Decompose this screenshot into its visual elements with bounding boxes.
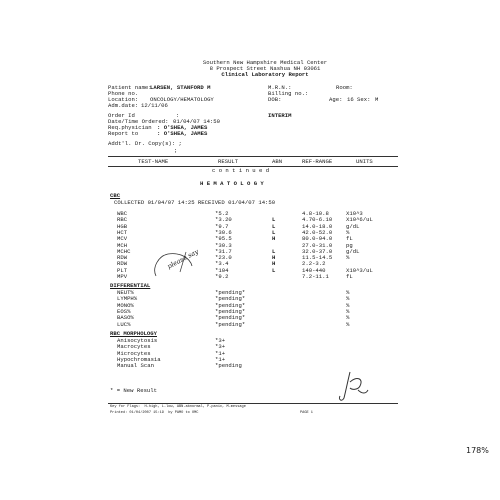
adm-date-label: Adm.date:	[108, 102, 139, 109]
cbc-unit: X10^3/uL	[346, 266, 373, 274]
diff-test-name: EOS%	[117, 307, 131, 315]
cbc-test-name: RBC	[117, 216, 128, 224]
cbc-ref-range: 140-440	[302, 266, 326, 274]
cbc-unit: %	[346, 254, 350, 262]
billing-label: Billing no.:	[268, 90, 309, 97]
req-physician-value: : O'SHEA, JAMES	[157, 124, 208, 131]
cbc-unit: fL	[346, 235, 353, 243]
morph-test-name: Anisocytosis	[117, 337, 158, 344]
order-id-label: Order Id	[108, 112, 135, 119]
morph-test-name: Macrocytes	[117, 343, 151, 351]
morph-test-name: Microcytes	[117, 349, 151, 357]
cbc-ref-range: 7.2-11.1	[302, 273, 329, 280]
cbc-test-name: RDW	[117, 254, 128, 262]
diff-result: *pending*	[215, 289, 246, 296]
mrn-label: M.R.N.:	[268, 84, 292, 91]
ordered-value: 01/04/07 14:50	[173, 118, 220, 125]
cbc-abn-flag: H	[272, 260, 276, 268]
morph-test-name: Manual Scan	[117, 362, 154, 370]
cbc-unit: X10^6/uL	[346, 216, 373, 224]
morph-result: *3+	[215, 337, 226, 344]
req-physician-label: Req.physician	[108, 124, 152, 131]
page-number: PAGE 1	[300, 411, 313, 415]
report-to-label: Report to	[108, 130, 139, 137]
diff-unit: %	[346, 289, 350, 296]
cbc-unit: g/dL	[346, 222, 360, 230]
margin-handwriting: 178%	[466, 446, 489, 455]
facility-address: 8 Prospect Street Nashua NH 03061	[209, 65, 321, 72]
morph-result: *1+	[215, 355, 226, 363]
cbc-test-name: MCV	[117, 235, 128, 243]
cbc-ref-range: 80.0-94.0	[302, 235, 333, 243]
morph-result: *3+	[215, 343, 226, 351]
continued-label: c o n t i n u e d	[212, 167, 270, 174]
cbc-abn-flag: L	[272, 247, 276, 255]
age-value: 16	[347, 96, 354, 103]
location-value: ONCOLOGY/HEMATOLOGY	[150, 96, 214, 103]
col-ref-range: REF-RANGE	[302, 158, 333, 165]
col-abn: ABN	[272, 158, 283, 165]
diff-unit: %	[346, 301, 350, 309]
handwritten-note-scribble	[150, 246, 210, 286]
cbc-ref-range: 32.0-37.0	[302, 247, 333, 255]
col-units: UNITS	[356, 158, 373, 165]
diff-result: *pending*	[215, 314, 246, 322]
cbc-test-name: HCT	[117, 228, 128, 236]
patient-name: LARSEN, STANFORD M	[150, 84, 211, 91]
flag-key: Key for Flags: H-high, L-low, ABN-abnormal, P-panic, M-message	[110, 405, 246, 409]
patient-name-label: Patient name:	[108, 84, 152, 91]
cbc-test-name: PLT	[117, 266, 128, 274]
diff-result: *pending*	[215, 295, 246, 303]
dob-label: DOB:	[268, 96, 282, 103]
cbc-abn-flag: L	[272, 216, 276, 224]
sex-label: Sex:	[357, 96, 371, 103]
cbc-test-name: WBC	[117, 210, 128, 217]
cbc-test-name: RDW	[117, 260, 128, 268]
cbc-abn-flag: L	[272, 222, 276, 230]
sex-value: M	[375, 96, 379, 103]
room-label: Room:	[336, 84, 353, 91]
phone-label: Phone no.	[108, 90, 139, 97]
diff-test-name: BASO%	[117, 314, 134, 322]
diff-result: *pending*	[215, 301, 246, 309]
new-result-note: * = New Result	[110, 387, 157, 394]
cbc-ref-range: 14.0-18.0	[302, 222, 333, 230]
cbc-abn-flag: L	[272, 266, 276, 274]
cbc-test-name: MPV	[117, 273, 128, 280]
differential-title: DIFFERENTIAL	[110, 282, 151, 289]
order-id-colon: :	[176, 112, 180, 119]
handwritten-signature	[336, 368, 372, 404]
report-status: INTERIM	[268, 112, 292, 119]
morphology-title: RBC MORPHOLOGY	[110, 330, 157, 337]
adm-date-value: 12/11/06	[141, 102, 168, 109]
report-title: Clinical Laboratory Report	[221, 71, 309, 78]
addtl-copy-label: Addt'l. Dr. Copy(s): ;	[108, 140, 182, 147]
cbc-abn-flag: H	[272, 235, 276, 243]
diff-unit: %	[346, 314, 350, 322]
cbc-ref-range: 4.70-6.10	[302, 216, 333, 224]
diff-result: *pending*	[215, 320, 246, 328]
cbc-unit: pg	[346, 241, 353, 249]
addtl-copy-extra: ;	[174, 147, 178, 154]
cbc-ref-range: 4.8-10.8	[302, 210, 329, 217]
cbc-title: CBC	[110, 192, 121, 199]
cbc-result: *23.0	[215, 254, 232, 262]
cbc-ref-range: 2.2-3.2	[302, 260, 326, 268]
cbc-ref-range: 42.0-52.0	[302, 228, 333, 236]
cbc-result: *95.5	[215, 235, 232, 243]
cbc-result: *30.6	[215, 228, 232, 236]
cbc-ref-range: 11.5-14.5	[302, 254, 333, 262]
cbc-unit: g/dL	[346, 247, 360, 255]
report-to-value: : O'SHEA, JAMES	[157, 130, 208, 137]
header-rule-top	[108, 156, 398, 157]
morph-result: *pending	[215, 362, 242, 370]
cbc-test-name: MCH	[117, 241, 128, 249]
cbc-result: *9.7	[215, 222, 229, 230]
facility-name: Southern New Hampshire Medical Center	[202, 59, 328, 66]
morph-result: *1+	[215, 349, 226, 357]
diff-unit: %	[346, 295, 350, 303]
cbc-abn-flag: L	[272, 228, 276, 236]
diff-test-name: MONO%	[117, 301, 134, 309]
handwritten-note: please say	[165, 247, 200, 271]
cbc-ref-range: 27.0-31.0	[302, 241, 333, 249]
diff-test-name: LYMPH%	[117, 295, 138, 303]
cbc-test-name: MCHC	[117, 247, 131, 255]
cbc-result: *31.7	[215, 247, 232, 255]
cbc-result: *5.2	[215, 210, 229, 217]
cbc-collected: COLLECTED 01/04/07 14:25 RECEIVED 01/04/07 14:50	[114, 199, 276, 206]
cbc-result: *3.4	[215, 260, 229, 268]
ordered-label: Date/Time Ordered:	[108, 118, 169, 125]
diff-unit: %	[346, 307, 350, 315]
cbc-result: *3.20	[215, 216, 232, 224]
diff-unit: %	[346, 320, 350, 328]
cbc-result: *30.3	[215, 241, 232, 249]
cbc-unit: X10^3	[346, 210, 363, 217]
cbc-result: *9.2	[215, 273, 229, 280]
cbc-unit: %	[346, 228, 350, 236]
diff-test-name: LUC%	[117, 320, 131, 328]
location-label: Location:	[108, 96, 139, 103]
age-label: Age:	[329, 96, 343, 103]
diff-test-name: NEUT%	[117, 289, 134, 296]
diff-result: *pending*	[215, 307, 246, 315]
morph-test-name: Hypochromasia	[117, 355, 161, 363]
cbc-result: *104	[215, 266, 229, 274]
cbc-abn-flag: H	[272, 254, 276, 262]
printed-line: Printed: 01/04/2007 15:19 by PAMO to OMC	[110, 411, 199, 415]
cbc-test-name: HGB	[117, 222, 128, 230]
col-result: RESULT	[218, 158, 239, 165]
col-test-name: TEST-NAME	[138, 158, 169, 165]
section-hematology: H E M A T O L O G Y	[200, 180, 264, 187]
cbc-unit: fL	[346, 273, 353, 280]
